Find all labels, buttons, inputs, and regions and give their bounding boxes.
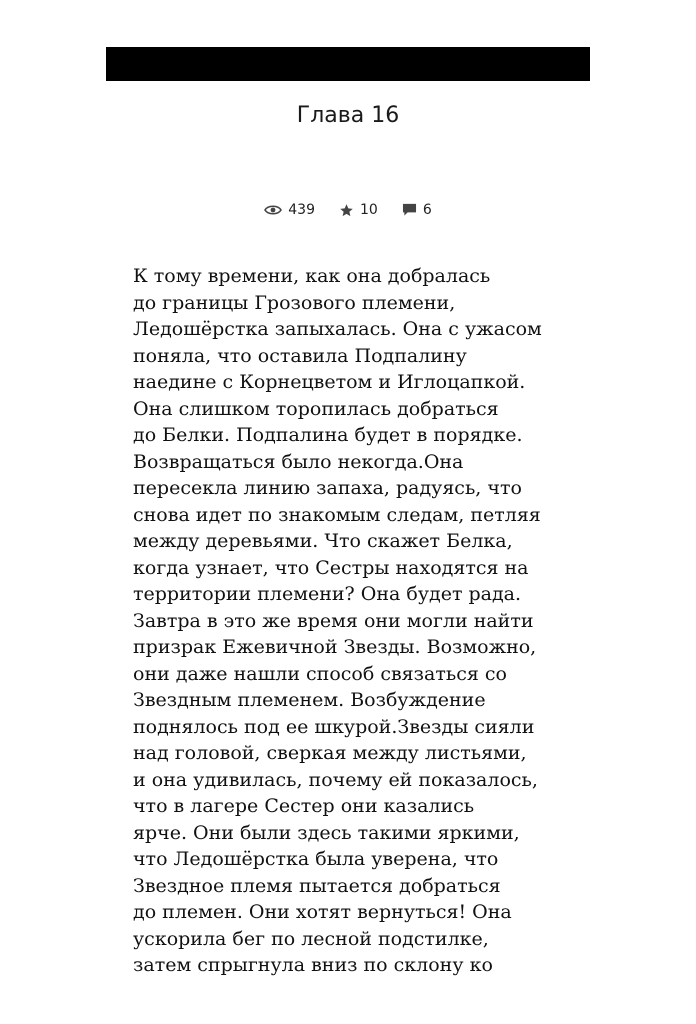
text-line: поднялось под ее шкурой.Звезды сияли — [133, 715, 535, 738]
votes-count: 10 — [359, 202, 378, 218]
text-line: Она слишком торопилась добраться — [133, 397, 499, 420]
comments-stat — [402, 202, 432, 218]
text-line: призрак Ежевичной Звезды. Возможно, — [133, 636, 537, 658]
text-line: Звездное племя пытается добраться — [133, 874, 501, 897]
text-line: до границы Грозового племени, — [133, 291, 456, 314]
views-stat — [264, 202, 315, 218]
text-line: К тому времени, как она добралась — [133, 265, 491, 287]
text-line: между деревьями. Что скажет Белка, — [133, 530, 513, 552]
text-line: что в лагере Сестер они казались — [133, 795, 475, 817]
text-line: они даже нашли способ связаться со — [133, 662, 507, 685]
text-line: ярче. Они были здесь такими яркими, — [133, 821, 520, 844]
top-black-bar — [106, 47, 590, 81]
chapter-text — [133, 263, 613, 979]
comments-count: 6 — [422, 202, 432, 218]
story-stats — [0, 202, 696, 218]
text-line: затем спрыгнула вниз по склону ко — [133, 954, 493, 976]
text-line: что Ледошёрстка была уверена, что — [133, 848, 499, 870]
text-line: над головой, сверкая между листьями, — [133, 742, 527, 764]
star-icon — [339, 203, 354, 218]
text-line: пересекла линию запаха, радуясь, что — [133, 477, 522, 499]
chapter-title: Глава 16 — [296, 103, 400, 128]
text-line: Завтра в это же время они могли найти — [133, 609, 534, 632]
text-line: до Белки. Подпалина будет в порядке. — [133, 424, 523, 446]
text-line: наедине с Корнецветом и Иглоцапкой. — [133, 371, 526, 393]
text-line: поняла, что оставила Подпалину — [133, 344, 467, 367]
text-line: снова идет по знакомым следам, петляя — [133, 503, 541, 526]
eye-icon — [264, 204, 282, 216]
text-line: когда узнает, что Сестры находятся на — [133, 556, 529, 579]
text-line: Ледошёрстка запыхалась. Она с ужасом — [133, 318, 542, 340]
text-line: Звездным племенем. Возбуждение — [133, 689, 486, 711]
views-count: 439 — [288, 202, 315, 218]
text-line: Возвращаться было некогда.Она — [133, 450, 464, 473]
text-line: ускорила бег по лесной подстилке, — [133, 927, 489, 950]
text-line: территории племени? Она будет рада. — [133, 583, 522, 605]
comment-icon — [402, 203, 417, 217]
text-line: и она удивилась, почему ей показалось, — [133, 768, 538, 791]
votes-stat — [339, 202, 378, 218]
text-line: до племен. Они хотят вернуться! Она — [133, 901, 512, 923]
